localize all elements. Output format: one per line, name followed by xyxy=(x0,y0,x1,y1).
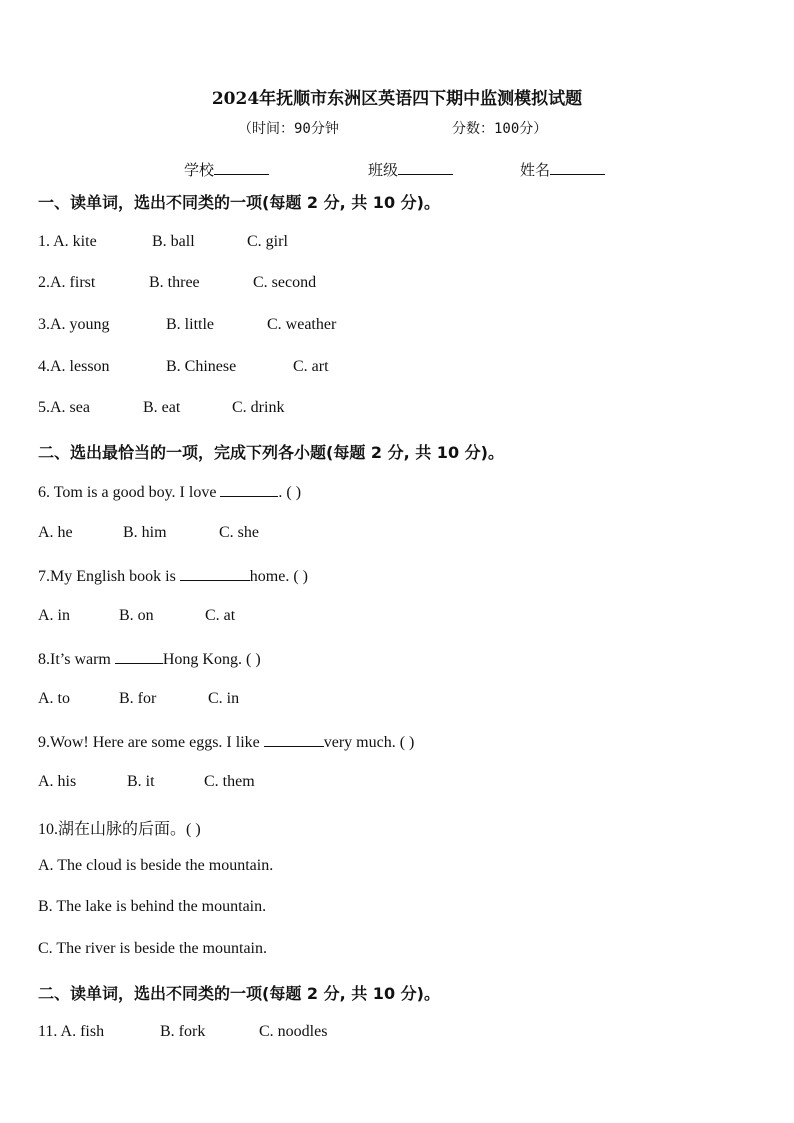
exam-time: （时间：90分钟 xyxy=(238,121,339,137)
q7-option-b[interactable]: B. on xyxy=(119,607,154,624)
q8-stem-post: Hong Kong. ( ) xyxy=(162,651,261,668)
q6-option-c[interactable]: C. she xyxy=(219,524,259,541)
q6-option-b[interactable]: B. him xyxy=(123,524,167,541)
q4-option-a[interactable]: 4.A. lesson xyxy=(38,358,110,375)
q9-stem-pre: 9.Wow! Here are some eggs. I like xyxy=(38,734,264,751)
q8-option-a[interactable]: A. to xyxy=(38,690,70,707)
q11-option-c[interactable]: C. noodles xyxy=(259,1023,328,1040)
q9-option-c[interactable]: C. them xyxy=(204,773,255,790)
section3-heading: 二、读单词，选出不同类的一项(每题 2 分, 共 10 分)。 xyxy=(38,984,440,1003)
name-label: 姓名 xyxy=(520,161,551,179)
q11-option-a[interactable]: 11. A. fish xyxy=(38,1023,105,1040)
question-6-stem xyxy=(38,482,301,502)
q10-option-a[interactable]: A. The cloud is beside the mountain. xyxy=(38,857,274,874)
q2-option-c[interactable]: C. second xyxy=(253,274,317,291)
question-9-stem xyxy=(38,732,414,752)
section2-heading: 二、选出最恰当的一项，完成下列各小题(每题 2 分, 共 10 分)。 xyxy=(38,443,504,462)
q1-option-c[interactable]: C. girl xyxy=(247,233,288,250)
school-blank[interactable] xyxy=(214,162,269,175)
q7-option-a[interactable]: A. in xyxy=(38,607,70,624)
q9-option-a[interactable]: A. his xyxy=(38,773,77,790)
question-7-stem xyxy=(38,566,308,586)
q5-option-c[interactable]: C. drink xyxy=(232,399,285,416)
question-8-stem xyxy=(38,649,261,669)
section1-heading: 一、读单词，选出不同类的一项(每题 2 分, 共 10 分)。 xyxy=(38,193,440,212)
q8-blank[interactable] xyxy=(115,649,163,664)
class-field xyxy=(368,159,453,180)
q2-option-b[interactable]: B. three xyxy=(149,274,200,291)
name-blank[interactable] xyxy=(550,162,605,175)
q2-option-a[interactable]: 2.A. first xyxy=(38,274,96,291)
question-10-stem: 10.湖在山脉的后面。( ) xyxy=(38,821,201,838)
q9-stem-post: very much. ( ) xyxy=(323,734,415,751)
q9-blank[interactable] xyxy=(264,732,324,747)
q10-option-b[interactable]: B. The lake is behind the mountain. xyxy=(38,898,267,915)
school-field xyxy=(184,159,269,180)
q7-stem-pre: 7.My English book is xyxy=(38,568,180,585)
q8-option-c[interactable]: C. in xyxy=(208,690,240,707)
q8-stem-pre: 8.It’s warm xyxy=(38,651,115,668)
q11-option-b[interactable]: B. fork xyxy=(160,1023,206,1040)
q4-option-c[interactable]: C. art xyxy=(293,358,329,375)
q6-option-a[interactable]: A. he xyxy=(38,524,73,541)
q6-stem-pre: 6. Tom is a good boy. I love xyxy=(38,484,221,501)
q4-option-b[interactable]: B. Chinese xyxy=(166,358,237,375)
q7-option-c[interactable]: C. at xyxy=(205,607,236,624)
page-title: 2024年抚顺市东洲区英语四下期中监测模拟试题 xyxy=(211,89,583,109)
q3-option-b[interactable]: B. little xyxy=(166,316,214,333)
name-field xyxy=(520,159,605,180)
q6-stem-post: . ( ) xyxy=(278,484,302,501)
school-label: 学校 xyxy=(184,161,215,179)
exam-score: 分数：100分） xyxy=(452,121,548,137)
q8-option-b[interactable]: B. for xyxy=(119,690,157,707)
q9-option-b[interactable]: B. it xyxy=(127,773,155,790)
q7-blank[interactable] xyxy=(180,566,250,581)
class-blank[interactable] xyxy=(398,162,453,175)
q5-option-a[interactable]: 5.A. sea xyxy=(38,399,90,416)
q7-stem-post: home. ( ) xyxy=(249,568,308,585)
class-label: 班级 xyxy=(368,161,399,179)
q1-option-b[interactable]: B. ball xyxy=(152,233,195,250)
q3-option-c[interactable]: C. weather xyxy=(267,316,337,333)
q5-option-b[interactable]: B. eat xyxy=(143,399,181,416)
q6-blank[interactable] xyxy=(220,482,278,497)
q10-option-c[interactable]: C. The river is beside the mountain. xyxy=(38,940,267,957)
q3-option-a[interactable]: 3.A. young xyxy=(38,316,110,333)
q1-option-a[interactable]: 1. A. kite xyxy=(38,233,97,250)
